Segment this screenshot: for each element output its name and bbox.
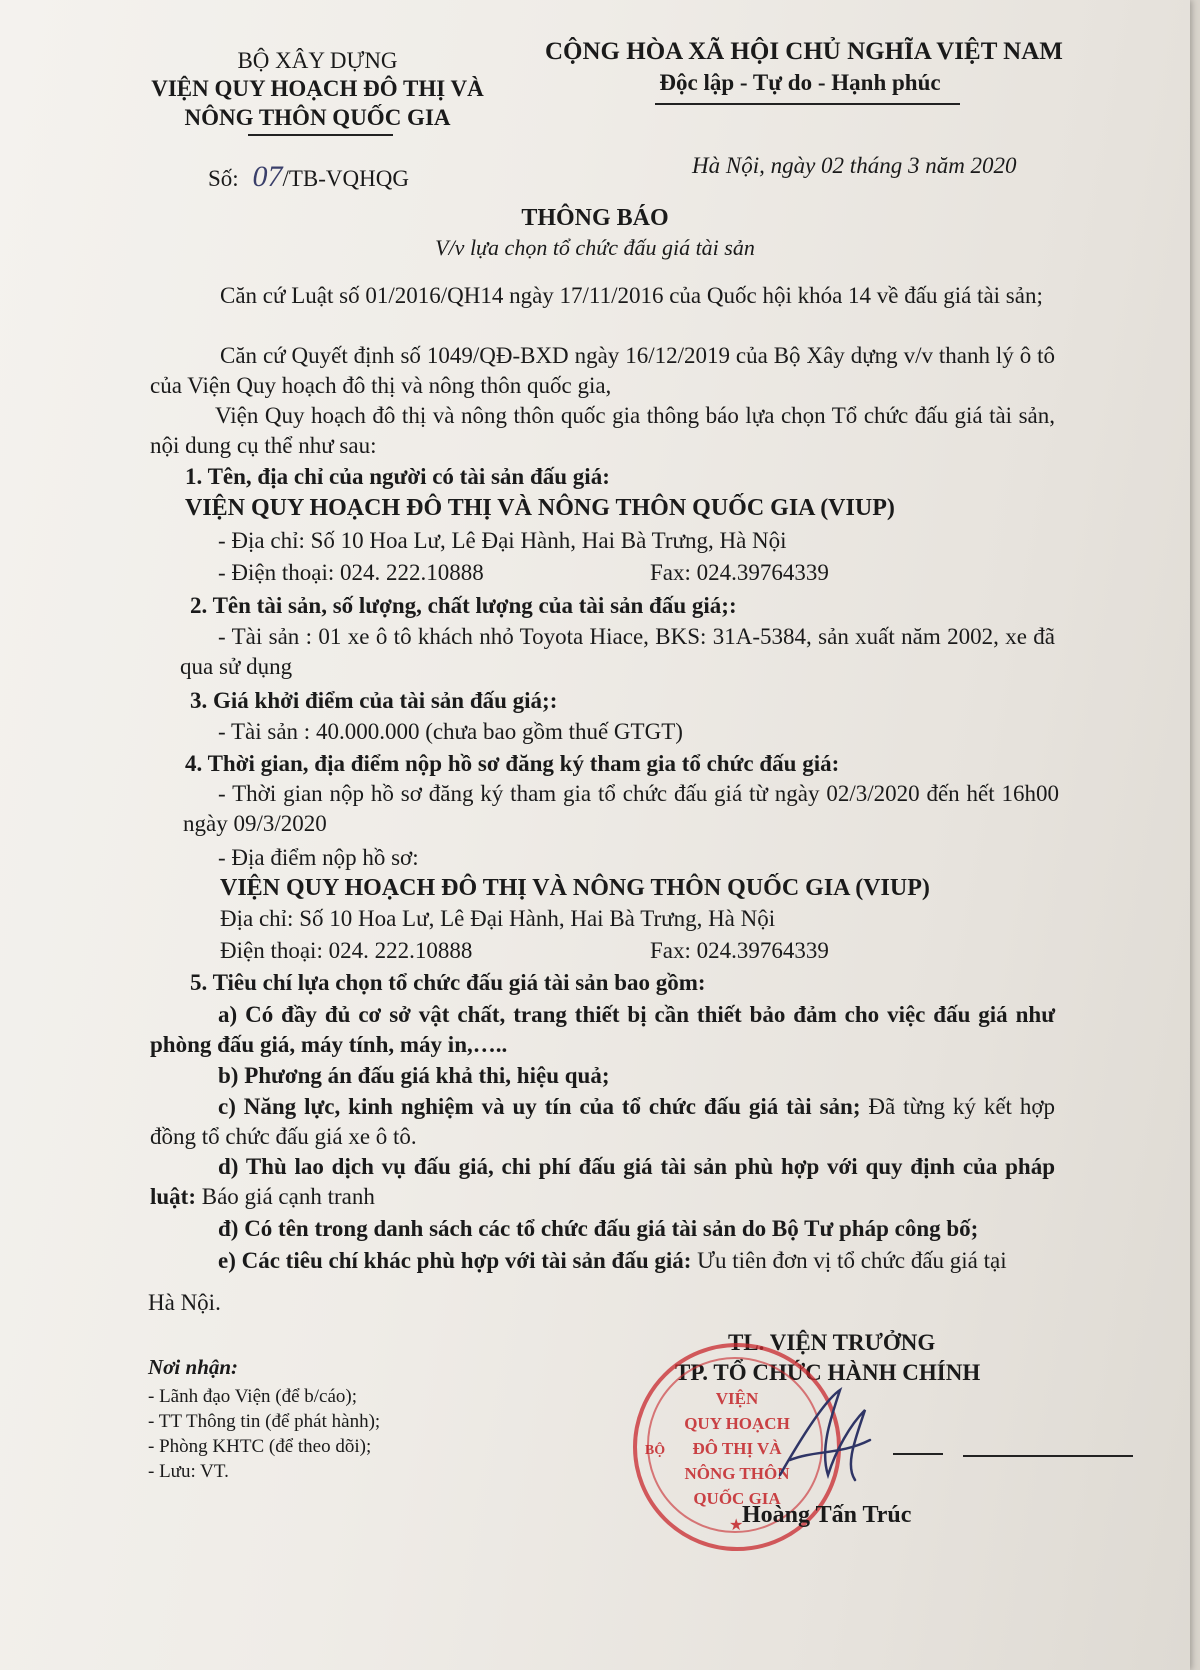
basis-law: Căn cứ Luật số 01/2016/QH14 ngày 17/11/2016 của Quốc hội khóa 14 về đấu giá tài sản; (220, 283, 1043, 308)
recipient-item: - Lưu: VT. (148, 1461, 229, 1482)
section5-heading: 5. Tiêu chí lựa chọn tổ chức đấu giá tài sản bao gồm: (190, 970, 706, 995)
recipient-item: - TT Thông tin (để phát hành); (148, 1411, 381, 1432)
seal-edge-text: BỘ (644, 1443, 666, 1458)
signature-dash (893, 1453, 943, 1455)
section1-fax: Fax: 024.39764339 (650, 560, 829, 585)
nation-title: CỘNG HÒA XÃ HỘI CHỦ NGHĨA VIỆT NAM (545, 38, 1063, 65)
seal-text-line4: NÔNG THÔN (684, 1464, 790, 1483)
section1-address: - Địa chỉ: Số 10 Hoa Lư, Lê Đại Hành, Hai Bà Trưng, Hà Nội (218, 528, 787, 553)
criterion-e-rest: Ưu tiên đơn vị tổ chức đấu giá tại (691, 1248, 1007, 1273)
criterion-e (218, 1246, 1007, 1276)
criterion-b: b) Phương án đấu giá khả thi, hiệu quả; (218, 1063, 610, 1088)
section4-place-label: - Địa điểm nộp hồ sơ: (218, 845, 419, 870)
criterion-c-rest: Đã từng ký kết hợp đồng tổ chức đấu giá xe ô tô. (150, 1094, 1055, 1149)
seal-text-line5: QUỐC GIA (693, 1489, 781, 1508)
section4-fax: Fax: 024.39764339 (650, 938, 829, 963)
doc-subject: V/v lựa chọn tổ chức đấu giá tài sản (435, 235, 755, 260)
doc-number-label: Số: (208, 166, 239, 191)
criterion-e-bold: e) Các tiêu chí khác phù hợp với tài sản đấu giá: (218, 1248, 692, 1273)
criterion-c-bold: c) Năng lực, kinh nghiệm và uy tín của tổ chức đấu giá tài sản; (218, 1094, 861, 1119)
doc-title: THÔNG BÁO (521, 205, 669, 231)
institute-name-line2: NÔNG THÔN QUỐC GIA (184, 105, 451, 130)
criterion-dd: đ) Có tên trong danh sách các tổ chức đấu giá tài sản do Bộ Tư pháp công bố; (218, 1216, 979, 1241)
seal-text-line2: QUY HOẠCH (684, 1414, 790, 1433)
doc-number (208, 160, 409, 194)
doc-number-suffix: /TB-VQHQG (282, 166, 409, 191)
recipients-label: Nơi nhận: (148, 1355, 239, 1379)
section1-owner: VIỆN QUY HOẠCH ĐÔ THỊ VÀ NÔNG THÔN QUỐC GIA (VIUP) (185, 495, 895, 521)
section4-org: VIỆN QUY HOẠCH ĐÔ THỊ VÀ NÔNG THÔN QUỐC GIA (VIUP) (220, 875, 930, 901)
institute-name-line1: VIỆN QUY HOẠCH ĐÔ THỊ VÀ (151, 76, 484, 101)
place-date: Hà Nội, ngày 02 tháng 3 năm 2020 (692, 153, 1017, 178)
intro-paragraph: Viện Quy hoạch đô thị và nông thôn quốc gia thông báo lựa chọn Tổ chức đấu giá tài sản, nội dung cụ thể như sau: (150, 403, 1055, 458)
criterion-d-bold: d) Thù lao dịch vụ đấu giá, chi phí đấu giá tài sản phù hợp với quy định của pháp luật: (150, 1154, 1055, 1209)
signature-line (963, 1455, 1133, 1457)
doc-number-handwritten: 07 (252, 160, 283, 193)
national-motto: Độc lập - Tự do - Hạnh phúc (659, 70, 941, 95)
section2-asset: - Tài sản : 01 xe ô tô khách nhỏ Toyota Hiace, BKS: 31A-5384, sản xuất năm 2002, xe đã qua sử dụng (180, 624, 1055, 679)
recipient-item: - Lãnh đạo Viện (để b/cáo); (148, 1386, 358, 1407)
section4-address: Địa chỉ: Số 10 Hoa Lư, Lê Đại Hành, Hai Bà Trưng, Hà Nội (220, 906, 776, 931)
section1-phone: - Điện thoại: 024. 222.10888 (218, 560, 484, 585)
section3-heading: 3. Giá khởi điểm của tài sản đấu giá;: (190, 688, 558, 713)
criterion-d-rest: Báo giá cạnh tranh (196, 1184, 375, 1209)
ministry-name: BỘ XÂY DỰNG (237, 48, 398, 73)
signature-title-line1: TL. VIỆN TRƯỞNG (728, 1330, 936, 1355)
section1-heading: 1. Tên, địa chỉ của người có tài sản đấu giá: (185, 464, 610, 489)
seal-text-line1: VIỆN (715, 1389, 759, 1408)
seal-star-icon: ★ (729, 1517, 744, 1534)
signature-title-line2: TP. TỔ CHỨC HÀNH CHÍNH (675, 1360, 981, 1385)
recipient-item: - Phòng KHTC (để theo dõi); (148, 1436, 372, 1457)
section4-heading: 4. Thời gian, địa điểm nộp hồ sơ đăng ký tham gia tổ chức đấu giá: (185, 751, 840, 776)
header-left-underline (248, 134, 393, 136)
signer-name: Hoàng Tấn Trúc (742, 1502, 912, 1528)
handwritten-signature (770, 1380, 880, 1500)
criterion-c (150, 1092, 1055, 1152)
section4-phone: Điện thoại: 024. 222.10888 (220, 938, 473, 963)
seal-text-line3: ĐÔ THỊ VÀ (692, 1439, 782, 1458)
section4-time: - Thời gian nộp hồ sơ đăng ký tham gia tổ chức đấu giá từ ngày 02/3/2020 đến hết 16h00 ngày 09/3/2020 (183, 781, 1059, 836)
basis-decision: Căn cứ Quyết định số 1049/QĐ-BXD ngày 16/12/2019 của Bộ Xây dựng v/v thanh lý ô tô của Viện Quy hoạch đô thị và nông thôn quốc gia, (150, 343, 1055, 398)
criterion-a: a) Có đầy đủ cơ sở vật chất, trang thiết bị cần thiết bảo đảm cho việc đấu giá như phòng đấu giá, máy tính, máy in,….. (150, 1002, 1055, 1057)
section3-price: - Tài sản : 40.000.000 (chưa bao gồm thuế GTGT) (218, 719, 683, 744)
criterion-d (150, 1152, 1055, 1212)
motto-underline (655, 103, 960, 105)
recipients-list (148, 1384, 380, 1484)
section2-heading: 2. Tên tài sản, số lượng, chất lượng của tài sản đấu giá;: (190, 593, 737, 618)
criterion-e-continuation: Hà Nội. (148, 1290, 221, 1315)
